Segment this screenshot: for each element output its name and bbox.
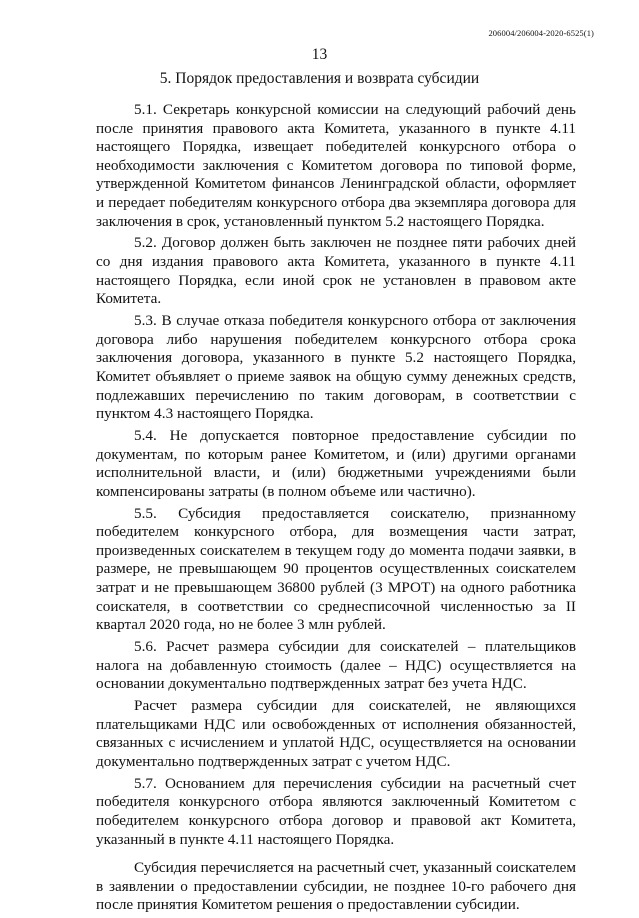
paragraph-5-1: 5.1. Секретарь конкурсной комиссии на следующий рабочий день после принятия правового акта Комитета, указанного в пункте 4.11 настоящего Порядка, извещает победителей конкурсного отбора о необходимости заключения с Комитетом договора по типовой форме, утвержденной Комитетом финансов Ленинградской области, оформляет и передает победителям конкурсного отбора два экземпляра договора для заключения в срок, установленный пунктом 5.2 настоящего Порядка. [96,101,576,230]
page-number: 13 [311,46,328,63]
paragraph-5-3: 5.3. В случае отказа победителя конкурсного отбора от заключения договора либо нарушения победителем конкурсного отбора срока заключения договора, указанного в пункте 5.2 настоящего Порядка, Комитет объявляет о приеме заявок на общую сумму денежных средств, подлежавших перечислению по таким договорам, в соответствии с пунктом 4.3 настоящего Порядка. [96,312,576,423]
paragraph-5-7: 5.7. Основанием для перечисления субсидии на расчетный счет победителя конкурсного отбора являются заключенный Комитетом с победителем конкурсного отбора договор и правовой акт Комитета, указанный в пункте 4.11 настоящего Порядка. [96,774,576,848]
paragraph-5-5: 5.5. Субсидия предоставляется соискателю, признанному победителем конкурсного отбора, для возмещения части затрат, произведенных соискателем в текущем году до момента подачи заявки, в размере, не превышающем 90 процентов осуществленных соискателем затрат и не превышающем 36800 рублей (3 МРОТ) на одного работника соискателя, в соответствии со среднесписочной численностью за II квартал 2020 года, но не более 3 млн рублей. [96,504,576,634]
paragraph-5-4: 5.4. Не допускается повторное предоставление субсидии по документам, по которым ранее Комитетом, и (или) другими органами исполнительной власти, и (или) бюджетными учреждениями были компенсированы затраты (в полном объеме или частично). [96,426,576,500]
paragraph-5-7-continued: Субсидия перечисляется на расчетный счет, указанный соискателем в заявлении о предоставлении субсидии, не позднее 10-го рабочего дня после принятия Комитетом решения о предоставлении субсидии. [96,859,576,914]
paragraph-5-6: 5.6. Расчет размера субсидии для соискателей – плательщиков налога на добавленную стоимость (далее – НДС) осуществляется на основании документально подтвержденных затрат без учета НДС. [96,638,576,693]
paragraph-5-2: 5.2. Договор должен быть заключен не позднее пяти рабочих дней со дня издания правового акта Комитета, указанного в пункте 4.11 настоящего Порядка, если иной срок не установлен в правовом акте Комитета. [96,234,576,308]
section-title: 5. Порядок предоставления и возврата субсидии [159,70,480,87]
paragraph-5-6-continued: Расчет размера субсидии для соискателей, не являющихся плательщиками НДС или освобожденных от исполнения обязанностей, связанных с исчислением и уплатой НДС, осуществляется на основании документально подтвержденных затрат с учетом НДС. [96,697,576,770]
document-body [96,101,576,918]
document-number: 206004/206004-2020-6525(1) [488,28,594,38]
